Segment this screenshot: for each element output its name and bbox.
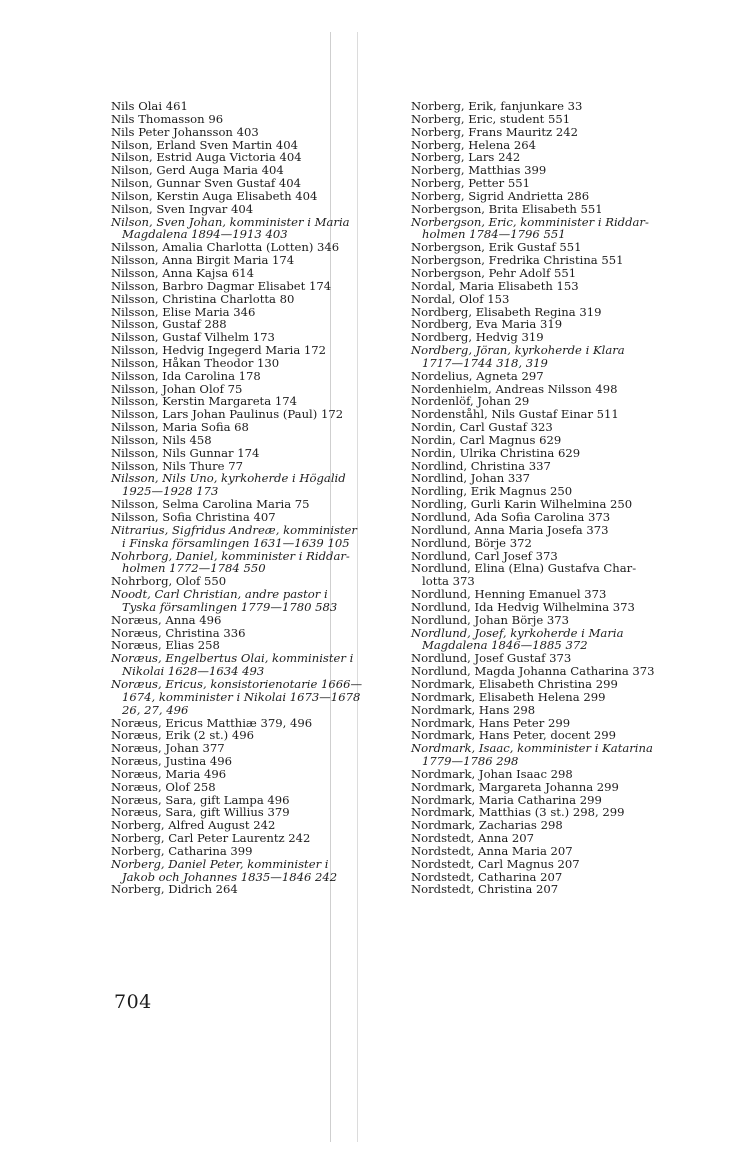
index-entry-line: Noræus, Ericus, konsistorienotarie 1666— [111,676,363,691]
index-entry-line: Nordenståhl, Nils Gustaf Einar 511 [411,407,619,422]
index-entry [411,280,681,293]
index-entry [111,421,379,434]
index-column-left [111,100,379,896]
index-entry-line: Nordlund, Ida Hedvig Wilhelmina 373 [411,599,635,614]
index-entry-line: Nordling, Gurli Karin Wilhelmina 250 [411,497,633,512]
index-entry [411,216,681,242]
index-entry-line: i Finska församlingen 1631—1639 105 [122,535,350,550]
index-entry-line: Norberg, Didrich 264 [111,882,238,897]
index-entry-line: Nordmark, Elisabeth Helena 299 [411,689,606,704]
index-entry-line: 26, 27, 496 [122,702,189,717]
index-entry-line: Nilsson, Nils Uno, kyrkoherde i Högalid [111,471,346,486]
index-entry-line: Nilson, Erland Sven Martin 404 [111,137,299,152]
index-entry-line: Magdalena 1846—1885 372 [422,638,588,653]
index-entry-line: Nordin, Carl Magnus 629 [411,432,562,447]
index-entry [411,537,681,550]
index-entry-line: Noræus, Justina 496 [111,754,232,769]
index-entry-line: Nordstedt, Anna 207 [411,831,535,846]
index-entry-line: Norberg, Petter 551 [411,176,530,191]
index-entry [411,344,681,370]
index-entry-line: Nikolai 1628—1634 493 [122,664,265,679]
index-entry [411,190,681,203]
index-entry [111,845,379,858]
index-entry-line: Nordal, Olof 153 [411,291,510,306]
index-entry-line: Nohrborg, Daniel, komminister i Riddar- [111,548,350,563]
index-entry-line: Noræus, Sara, gift Willius 379 [111,805,290,820]
index-entry [111,511,379,524]
index-entry [111,652,379,678]
index-entry [111,113,379,126]
index-entry [411,588,681,601]
index-entry-line: Nordmark, Maria Catharina 299 [411,792,602,807]
index-entry-line: Nordelius, Agneta 297 [411,368,544,383]
index-entry-line: Nordlind, Christina 337 [411,458,551,473]
index-entry-line: Nordlund, Magda Johanna Catharina 373 [411,664,655,679]
index-entry [111,472,379,498]
index-entry-line: Nordmark, Hans 298 [411,702,536,717]
index-entry [111,190,379,203]
index-entry-line: Nilsson, Christina Charlotta 80 [111,291,295,306]
index-entry [411,601,681,614]
index-entry [411,370,681,383]
index-entry-line: Nilsson, Amalia Charlotta (Lotten) 346 [111,240,340,255]
index-entry-line: Jakob och Johannes 1835—1846 242 [122,869,338,884]
index-entry [111,550,379,576]
index-entry-line: Magdalena 1894—1913 403 [122,227,288,242]
index-entry-line: Nils Olai 461 [111,99,188,113]
index-entry-line: Nordin, Carl Gustaf 323 [411,420,553,435]
index-entry-line: Norbergson, Brita Elisabeth 551 [411,201,603,216]
index-entry-line: Nilson, Sven Ingvar 404 [111,201,254,216]
index-entry-line: lotta 373 [422,574,475,589]
index-entry-line: Noræus, Anna 496 [111,612,222,627]
index-entry [111,100,379,113]
index-entry-line: Norberg, Helena 264 [411,137,537,152]
index-entry [111,280,379,293]
index-entry [411,742,681,768]
index-entry-line: Nordmark, Johan Isaac 298 [411,766,573,781]
index-entry-line: Nordberg, Hedvig 319 [411,330,544,345]
index-entry-line: Nordlund, Johan Börje 373 [411,612,569,627]
index-entry-line: Nilsson, Elise Maria 346 [111,304,256,319]
index-entry-line: Nilsson, Barbro Dagmar Elisabet 174 [111,278,332,293]
index-entry [411,562,681,588]
index-entry-line: Nordling, Erik Magnus 250 [411,484,573,499]
index-entry [111,524,379,550]
index-entry-line: Nils Thomasson 96 [111,111,224,126]
index-entry [411,627,681,653]
index-entry-line: Nilsson, Ida Carolina 178 [111,368,261,383]
index-entry-line: Nordberg, Eva Maria 319 [411,317,563,332]
index-entry [111,216,379,242]
index-entry-line: Nordin, Ulrika Christina 629 [411,445,581,460]
index-entry-line: Nilson, Sven Johan, komminister i Maria [111,214,350,229]
index-entry [111,434,379,447]
index-entry-line: Nilson, Gunnar Sven Gustaf 404 [111,176,301,191]
index-entry-line: Norberg, Carl Peter Laurentz 242 [111,831,311,846]
index-entry-line: Norberg, Lars 242 [411,150,521,165]
index-entry [411,511,681,524]
index-entry [411,113,681,126]
index-entry [411,691,681,704]
index-entry-line: Nordstedt, Carl Magnus 207 [411,856,580,871]
index-entry-line: Nordlund, Carl Josef 373 [411,548,558,563]
index-entry-line: Tyska församlingen 1779—1780 583 [122,599,338,614]
index-entry-line: 1674, komminister i Nikolai 1673—1678 [122,689,361,704]
index-entry-line: Noræus, Erik (2 st.) 496 [111,728,254,743]
index-entry [411,524,681,537]
index-entry [111,357,379,370]
index-entry-line: Noræus, Sara, gift Lampa 496 [111,792,290,807]
index-entry-line: 1779—1786 298 [422,754,519,769]
index-entry-line: Nordlund, Anna Maria Josefa 373 [411,522,609,537]
index-entry-line: Norberg, Eric, student 551 [411,111,571,126]
index-entry-line: Nordmark, Hans Peter, docent 299 [411,728,617,743]
index-entry-line: Nordstedt, Catharina 207 [411,869,563,884]
index-entry-line: Noræus, Elias 258 [111,638,220,653]
index-entry-line: holmen 1772—1784 550 [122,561,266,576]
index-entry-line: Nordenlöf, Johan 29 [411,394,530,409]
index-entry [111,344,379,357]
index-entry-line: Nilsson, Maria Sofia 68 [111,420,249,435]
index-entry-line: Nitrarius, Sigfridus Andreæ, komminister [111,522,357,537]
page-number: 704 [114,991,152,1013]
index-entry-line: Nilsson, Selma Carolina Maria 75 [111,497,310,512]
index-entry [111,755,379,768]
index-entry-line: Norberg, Matthias 399 [411,163,547,178]
index-entry-line: 1717—1744 318, 319 [422,355,548,370]
index-entry-line: Nordlund, Josef, kyrkoherde i Maria [411,625,624,640]
index-entry [411,203,681,216]
index-entry-line: Nordlind, Johan 337 [411,471,531,486]
index-entry-line: Nordlund, Henning Emanuel 373 [411,587,607,602]
index-entry-line: Noræus, Christina 336 [111,625,246,640]
index-entry-line: Noræus, Maria 496 [111,766,227,781]
index-entry-line: Nordmark, Isaac, komminister i Katarina [411,741,653,756]
index-entry [411,845,681,858]
index-entry-line: Nilsson, Lars Johan Paulinus (Paul) 172 [111,407,344,422]
index-entry-line: Noræus, Olof 258 [111,779,216,794]
index-entry [411,434,681,447]
index-entry [111,293,379,306]
index-entry [111,126,379,139]
index-entry [111,781,379,794]
index-entry [411,678,681,691]
index-entry [111,447,379,460]
index-entry [111,678,379,717]
index-entry-line: 1925—1928 173 [122,484,219,499]
index-entry-line: Noræus, Engelbertus Olai, komminister i [111,651,354,666]
index-entry [111,883,379,896]
index-entry-line: Nordmark, Zacharias 298 [411,818,563,833]
index-entry-line: Nilsson, Kerstin Margareta 174 [111,394,297,409]
index-entry [111,768,379,781]
index-entry-line: Nordstedt, Christina 207 [411,882,559,897]
index-entry-line: Norberg, Catharina 399 [111,843,253,858]
index-entry-line: Nordlund, Josef Gustaf 373 [411,651,572,666]
index-column-right [411,100,681,896]
index-entry-line: Nordlund, Börje 372 [411,535,532,550]
index-entry-line: Nordberg, Jöran, kyrkoherde i Klara [411,343,625,358]
index-entry-line: Nilsson, Anna Kajsa 614 [111,265,255,280]
index-entry [111,858,379,884]
index-entry-line: Norbergson, Erik Gustaf 551 [411,240,582,255]
index-entry-line: Nordberg, Elisabeth Regina 319 [411,304,602,319]
index-entry-line: Norbergson, Fredrika Christina 551 [411,253,624,268]
index-entry [411,768,681,781]
index-entry [411,704,681,717]
index-entry [411,293,681,306]
index-entry-line: Nilson, Kerstin Auga Elisabeth 404 [111,188,318,203]
index-entry [111,614,379,627]
index-entry [411,100,681,113]
index-entry-line: Nilsson, Gustaf Vilhelm 173 [111,330,275,345]
index-entry-line: Nordenhielm, Andreas Nilsson 498 [411,381,618,396]
index-entry-line: Nilsson, Johan Olof 75 [111,381,243,396]
index-entry-line: Norberg, Frans Mauritz 242 [411,124,578,139]
index-entry-line: Norberg, Daniel Peter, komminister i [111,856,329,871]
index-entry-line: Nilsson, Nils Thure 77 [111,458,243,473]
index-entry [411,858,681,871]
index-entry-line: holmen 1784—1796 551 [422,227,566,242]
index-entry [411,421,681,434]
index-entry-line: Noræus, Ericus Matthiæ 379, 496 [111,715,313,730]
index-entry-line: Nilson, Gerd Auga Maria 404 [111,163,284,178]
index-entry-line: Norbergson, Eric, komminister i Riddar- [411,214,649,229]
index-entry-line: Nilson, Estrid Auga Victoria 404 [111,150,302,165]
index-entry-line: Nilsson, Anna Birgit Maria 174 [111,253,295,268]
index-entry [411,883,681,896]
index-entry-line: Noræus, Johan 377 [111,741,225,756]
index-entry [411,126,681,139]
index-entry-line: Nordmark, Margareta Johanna 299 [411,779,619,794]
index-entry-line: Nilsson, Sofia Christina 407 [111,510,276,524]
index-entry [411,447,681,460]
index-entry-line: Nordmark, Matthias (3 st.) 298, 299 [411,805,625,820]
index-entry [411,614,681,627]
index-entry [411,781,681,794]
index-entry [111,267,379,280]
index-entry-line: Nordmark, Hans Peter 299 [411,715,571,730]
index-entry [111,588,379,614]
index-entry [111,203,379,216]
index-entry-line: Nilsson, Håkan Theodor 130 [111,355,280,370]
index-entry-line: Nilsson, Gustaf 288 [111,317,227,332]
index-entry-line: Norberg, Erik, fanjunkare 33 [411,99,583,113]
index-entry-line: Norbergson, Pehr Adolf 551 [411,265,577,280]
index-entry-line: Nilsson, Nils Gunnar 174 [111,445,260,460]
index-entry-line: Nohrborg, Olof 550 [111,574,227,589]
index-entry-line: Nordal, Maria Elisabeth 153 [411,278,579,293]
index-entry [111,177,379,190]
index-entry-line: Nordmark, Elisabeth Christina 299 [411,676,618,691]
index-entry-line: Nordstedt, Anna Maria 207 [411,843,573,858]
index-entry [411,832,681,845]
index-entry [111,370,379,383]
index-entry-line: Norberg, Sigrid Andrietta 286 [411,188,590,203]
index-entry-line: Norberg, Alfred August 242 [111,818,276,833]
index-entry-line: Nordlund, Elina (Elna) Gustafva Char- [411,561,637,576]
index-entry-line: Noodt, Carl Christian, andre pastor i [111,587,328,602]
index-entry-line: Nilsson, Hedvig Ingegerd Maria 172 [111,343,327,358]
index-entry [411,177,681,190]
index-entry-line: Nordlund, Ada Sofia Carolina 373 [411,510,611,524]
index-entry [111,832,379,845]
index-entry [411,267,681,280]
index-entry-line: Nilsson, Nils 458 [111,432,212,447]
index-entry-line: Nils Peter Johansson 403 [111,124,259,139]
